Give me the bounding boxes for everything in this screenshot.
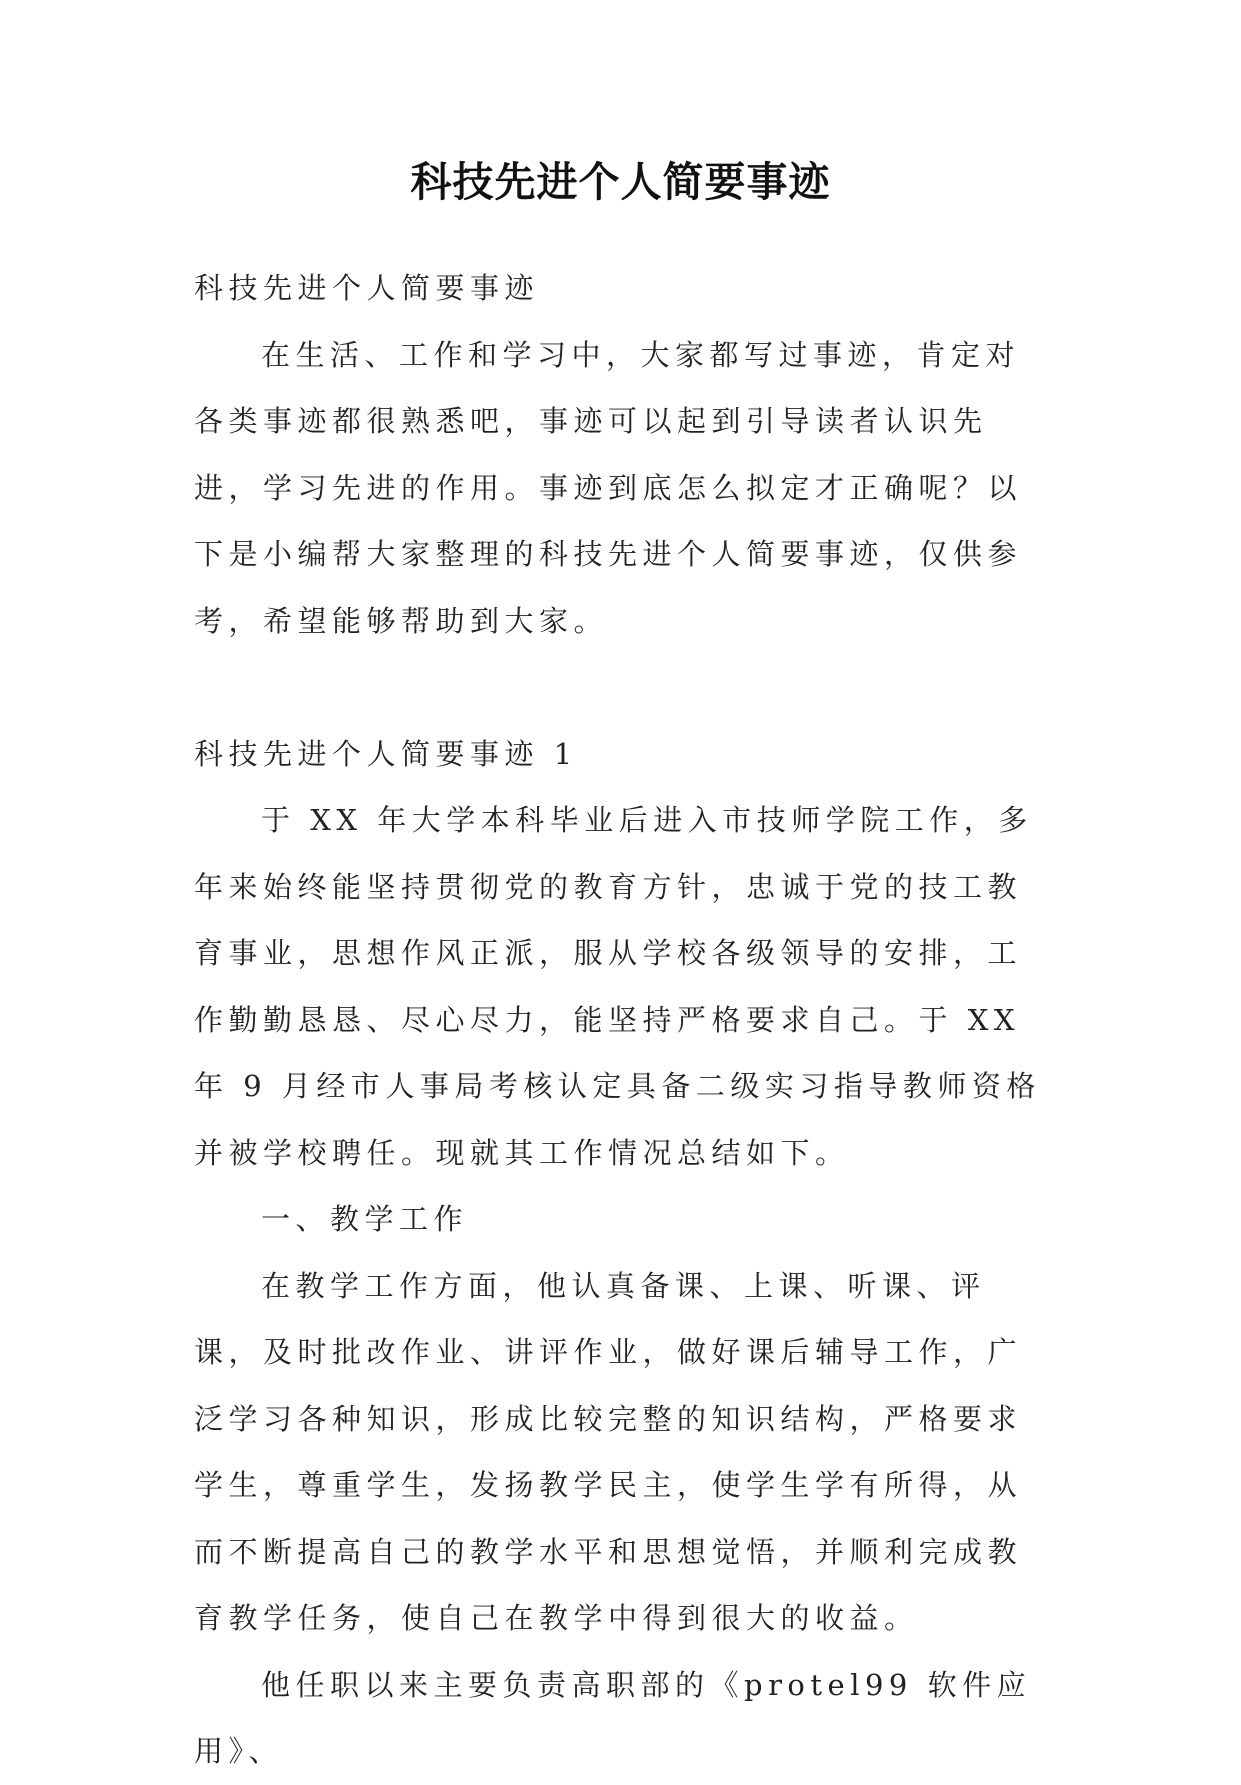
section-heading: 科技先进个人简要事迹: [194, 271, 540, 305]
paragraph-spacer: [194, 654, 1054, 721]
document-title: 科技先进个人简要事迹: [410, 158, 831, 206]
body-paragraph: 在教学工作方面，他认真备课、上课、听课、评课，及时批改作业、讲评作业，做好课后辅导工作，广泛学习各种知识，形成比较完整的知识结构，严格要求学生，尊重学生，发扬教学民主，使学生学有所得，从而不断提高自己的教学水平和思想觉悟，并顺利完成教育教学任务，使自己在教学中得到很大的收益。: [194, 1268, 1023, 1635]
intro-paragraph: 在生活、工作和学习中，大家都写过事迹，肯定对各类事迹都很熟悉吧，事迹可以起到引导读者认识先进，学习先进的作用。事迹到底怎么拟定才正确呢？以下是小编帮大家整理的科技先进个人简要事迹，仅供参考，希望能够帮助到大家。: [194, 337, 1023, 638]
document-body: [194, 255, 1054, 1785]
section-heading: 科技先进个人简要事迹 1: [194, 736, 578, 771]
subsection-heading: 一、教学工作: [261, 1202, 469, 1236]
body-paragraph: 他任职以来主要负责高职部的《protel99 软件应用》、: [194, 1667, 1032, 1768]
body-paragraph: 于 XX 年大学本科毕业后进入市技师学院工作，多年来始终能坚持贯彻党的教育方针，忠诚于党的技工教育事业，思想作风正派，服从学校各级领导的安排，工作勤勤恳恳、尽心尽力，能坚持严格要求自己。于 XX 年 9 月经市人事局考核认定具备二级实习指导教师资格并被学校聘任。现就其工作情况总结如下。: [194, 803, 1041, 1170]
